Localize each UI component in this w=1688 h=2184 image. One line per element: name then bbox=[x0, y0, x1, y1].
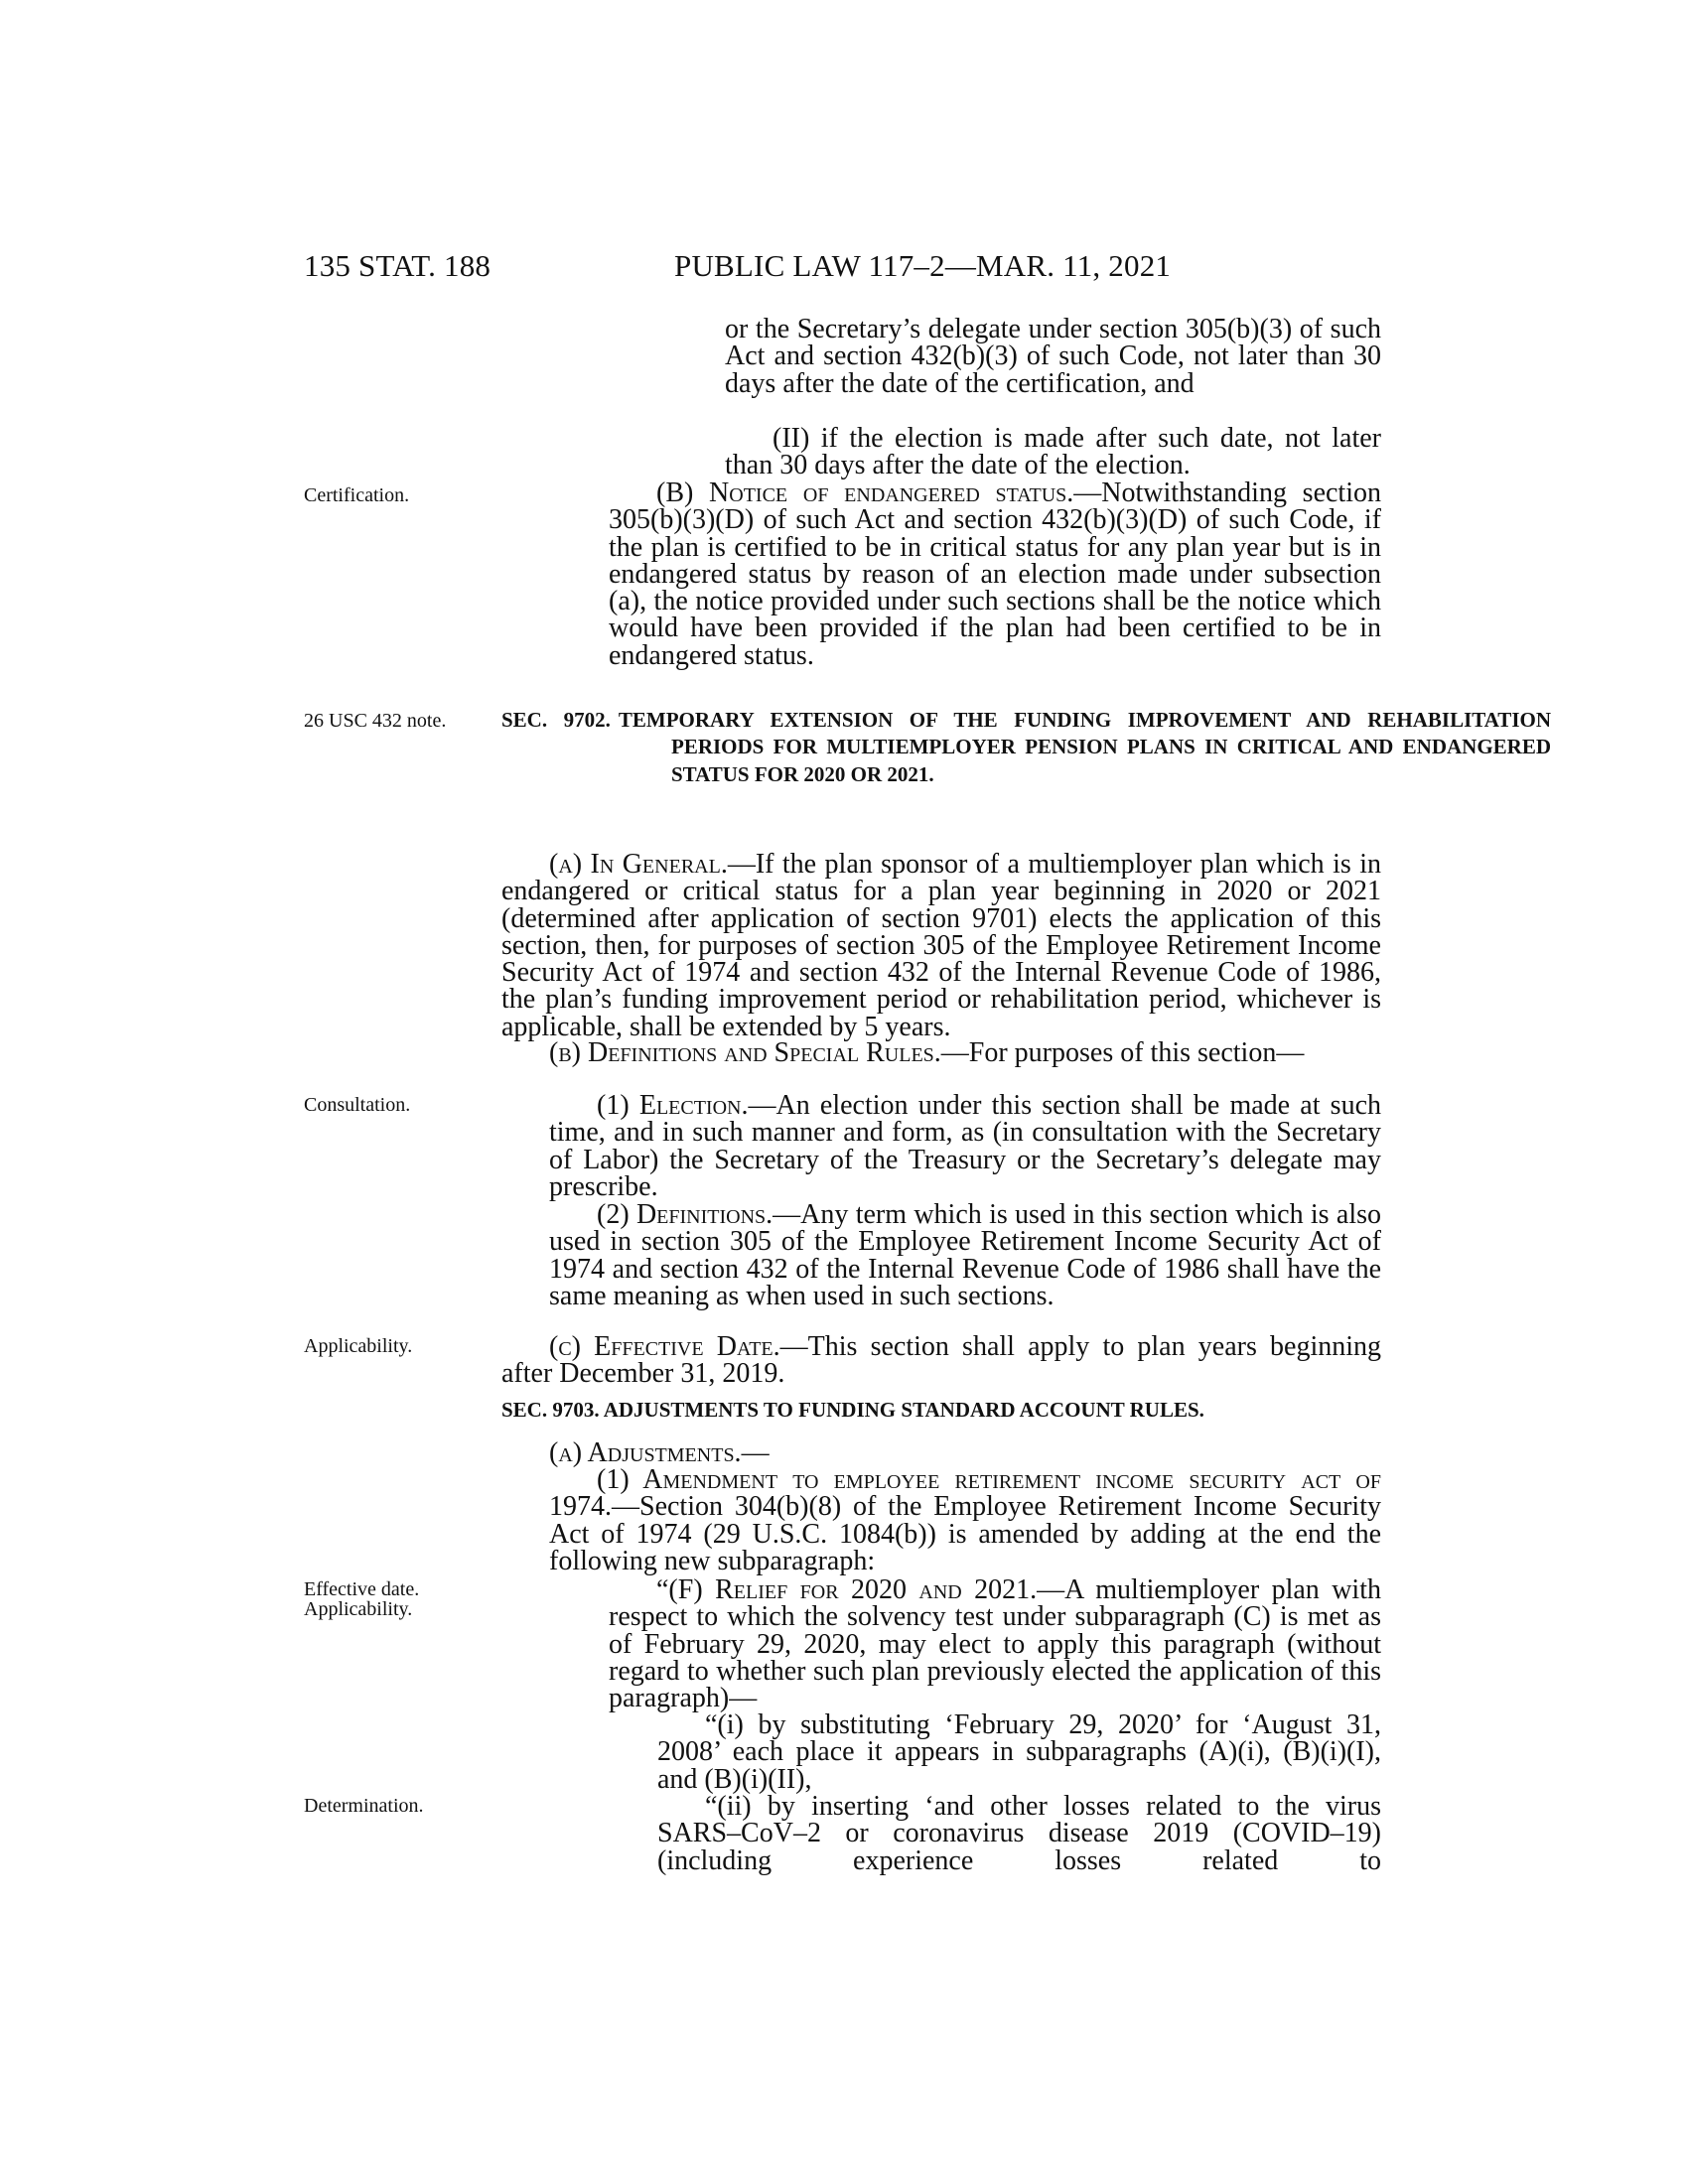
subsection-text: —For purposes of this section— bbox=[940, 1037, 1305, 1068]
paragraph-a-in-general bbox=[501, 851, 1381, 1040]
section-9703-heading: SEC. 9703. ADJUSTMENTS TO FUNDING STANDARD ACCOUNT RULES. bbox=[501, 1398, 1204, 1422]
paragraph-notice-endangered-status bbox=[609, 479, 1381, 669]
subparagraph-heading: “(F) Relief for 2020 and 2021. bbox=[656, 1574, 1038, 1605]
paragraph-clause-i: “(i) by substituting ‘February 29, 2020’ for ‘August 31, 2008’ each place it appears in subparagraphs (A)(i), (B)(i)(I), and (B)(i)(II), bbox=[657, 1709, 1381, 1795]
paragraph-f-relief bbox=[609, 1574, 1381, 1714]
paragraph-a-adjustments bbox=[549, 1439, 1381, 1466]
subparagraph-text: —Notwithstanding section 305(b)(3)(D) of such Act and section 432(b)(3)(D) of such Code, if the plan is certified to be in critical status for any plan year but is in endangered status by reason of an election made under subsection (a), the notice provided under such sections shall be the notice which would have been provided if the plan had been certified to be in endangered status. bbox=[609, 478, 1381, 671]
paragraph-b-definitions-special-rules bbox=[501, 1039, 1381, 1066]
subsection-heading: (a) In General. bbox=[549, 849, 728, 880]
margin-note-applicability: Applicability. bbox=[304, 1335, 413, 1357]
page-stat-number: 135 STAT. 188 bbox=[304, 248, 492, 283]
paragraph-text: —An election under this section shall be made at such time, and in such manner and form, as (in consultation with the Secretary of Labor) the Secretary of the Treasury or the Secretary’s delegate may prescribe. bbox=[549, 1090, 1381, 1202]
subsection-text: —If the plan sponsor of a multiemployer plan which is in endangered or critical status for a plan year beginning in 2020 or 2021 (determined after application of section 9701) elects the application of this section, then, for purposes of section 305 of the Employee Retirement Income Security Act of 1974 and section 432 of the Internal Revenue Code of 1986, the plan’s funding improvement period or rehabilitation period, whichever is applicable, shall be extended by 5 years. bbox=[501, 849, 1381, 1042]
margin-note-certification: Certification. bbox=[304, 484, 410, 506]
paragraph-b2-definitions bbox=[549, 1201, 1381, 1309]
paragraph-b1-election bbox=[549, 1092, 1381, 1200]
paragraph-heading: (1) Amendment to employee retirement income security act of 1974. bbox=[549, 1464, 1381, 1523]
subsection-heading: (b) Definitions and Special Rules. bbox=[549, 1037, 941, 1068]
margin-note-determination: Determination. bbox=[304, 1795, 424, 1817]
subparagraph-text: —A multiemployer plan with respect to which the solvency test under subparagraph (C) is met as of February 29, 2020, may elect to apply this paragraph (without regard to whether such plan previously elected the application of this paragraph)— bbox=[609, 1574, 1381, 1714]
paragraph-clause-ii-partial: “(ii) by inserting ‘and other losses related to the virus SARS–CoV–2 or coronavirus disease 2019 (COVID–19) (including experience losses related to bbox=[657, 1791, 1381, 1876]
subparagraph-heading: (B) Notice of endangered status. bbox=[656, 478, 1074, 508]
paragraph-text: —Section 304(b)(8) of the Employee Retirement Income Security Act of 1974 (29 U.S.C. 1084(b)) is amended by adding at the end the following new subparagraph: bbox=[549, 1491, 1381, 1576]
paragraph-heading: (1) Election. bbox=[597, 1090, 749, 1121]
paragraph-heading: (2) Definitions. bbox=[597, 1199, 774, 1230]
margin-note-effective-date: Effective date. bbox=[304, 1578, 420, 1600]
section-number: SEC. 9702. bbox=[501, 708, 611, 732]
margin-note-usc: 26 USC 432 note. bbox=[304, 710, 447, 732]
margin-note-applicability: Applicability. bbox=[304, 1598, 413, 1620]
section-9702-heading bbox=[501, 707, 1551, 788]
subsection-heading: (c) Effective Date. bbox=[549, 1331, 780, 1362]
section-title: TEMPORARY EXTENSION OF THE FUNDING IMPROVEMENT AND REHABILITATION PERIODS FOR MULTIEMPLOYER PENSION PLANS IN CRITICAL AND ENDANGERED STATUS FOR 2020 OR 2021. bbox=[618, 708, 1551, 786]
paragraph-clause-ii: (II) if the election is made after such date, not later than 30 days after the date of the election. bbox=[725, 423, 1381, 481]
paragraph-c-effective-date bbox=[501, 1333, 1381, 1388]
subsection-text: — bbox=[741, 1437, 770, 1468]
subsection-text: —This section shall apply to plan years beginning after December 31, 2019. bbox=[501, 1331, 1381, 1390]
margin-note-consultation: Consultation. bbox=[304, 1094, 411, 1116]
paragraph-continuation: or the Secretary’s delegate under section 305(b)(3) of such Act and section 432(b)(3) of such Code, not later than 30 days after the date of the certification, and bbox=[725, 314, 1381, 399]
page-header-title: PUBLIC LAW 117–2—MAR. 11, 2021 bbox=[674, 248, 1172, 283]
paragraph-text: —Any term which is used in this section which is also used in section 305 of the Employee Retirement Income Security Act of 1974 and section 432 of the Internal Revenue Code of 1986 shall have the same meaning as when used in such sections. bbox=[549, 1199, 1381, 1311]
paragraph-amendment-erisa bbox=[549, 1466, 1381, 1574]
subsection-heading: (a) Adjustments. bbox=[549, 1437, 742, 1468]
